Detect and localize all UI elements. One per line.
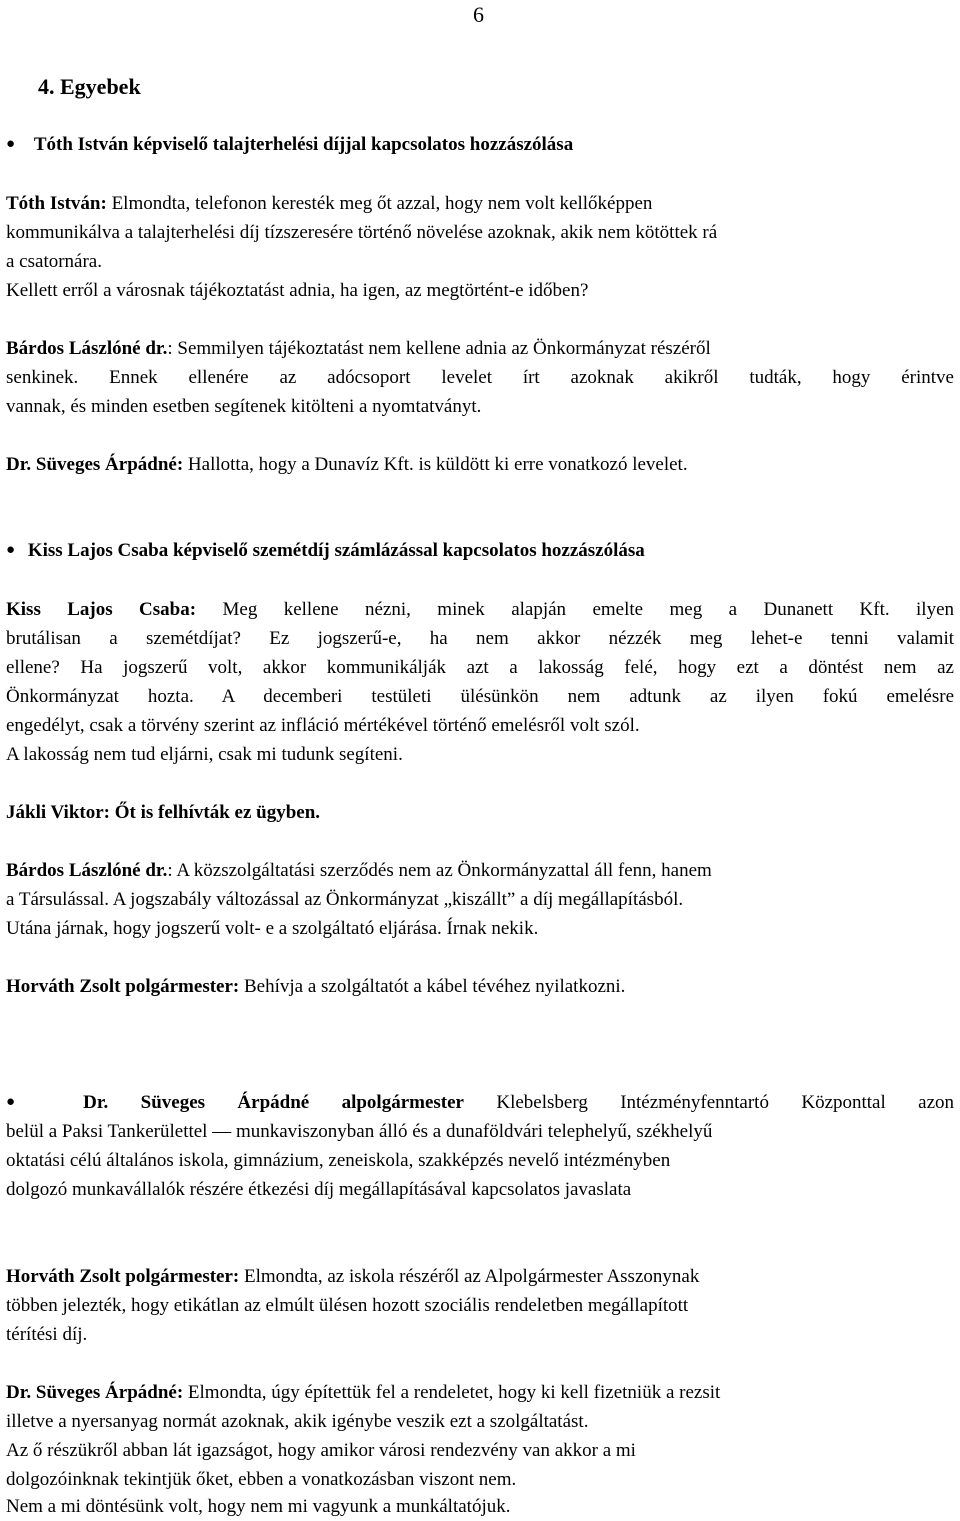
paragraph-line: Utána járnak, hogy jogszerű volt- e a szolgáltató eljárása. Írnak nekik. [6, 918, 539, 939]
paragraph-line [6, 1266, 699, 1288]
bullet-icon: ● [6, 136, 16, 152]
paragraph-line: dolgozóinknak tekintjük őket, ebben a vonatkozásban viszont nem. [6, 1469, 517, 1490]
paragraph-line [6, 599, 954, 621]
speaker-name: Dr. Süveges Árpádné: [6, 454, 184, 475]
paragraph-line [6, 860, 712, 882]
speaker-name: Horváth Zsolt polgármester: [6, 976, 240, 997]
paragraph-line: A lakosság nem tud eljárni, csak mi tudunk segíteni. [6, 744, 403, 765]
speaker-name: Bárdos Lászlóné dr. [6, 860, 168, 881]
topic-heading-2 [6, 540, 645, 563]
paragraph-line: brutálisan a szemétdíjat? Ez jogszerű-e, ha nem akkor nézzék meg lehet-e tenni valamit [6, 628, 954, 649]
paragraph-line: senkinek. Ennek ellenére az adócsoport levelet írt azoknak akikről tudták, hogy érintve [6, 367, 954, 388]
topic-heading-1 [6, 134, 573, 157]
paragraph-line: ellene? Ha jogszerű volt, akkor kommunikálják azt a lakosság felé, hogy ezt a döntést nem az [6, 657, 954, 678]
paragraph-line: dolgozó munkavállalók részére étkezési díj megállapításával kapcsolatos javaslata [6, 1179, 632, 1200]
line-text: : A közszolgáltatási szerződés nem az Önkormányzattal áll fenn, hanem [167, 860, 712, 881]
paragraph-line [6, 976, 625, 998]
paragraph-line: engedélyt, csak a törvény szerint az infláció mértékével történő emelésről volt szól. [6, 715, 640, 736]
page-number: 6 [473, 2, 484, 27]
paragraph-line [6, 454, 688, 476]
line-text: Behívja a szolgáltatót a kábel tévéhez nyilatkozni. [239, 976, 626, 997]
paragraph-line: Kellett erről a városnak tájékoztatást adnia, ha igen, az megtörtént-e időben? [6, 280, 589, 301]
line-text: Elmondta, telefonon keresték meg őt azzal, hogy nem volt kellőképpen [106, 193, 653, 214]
bullet-icon: ● [6, 542, 16, 558]
paragraph-line: térítési díj. [6, 1324, 88, 1345]
paragraph-line: Önkormányzat hozta. A decemberi testületi ülésünkön nem adtunk az ilyen fokú emelésre [6, 686, 954, 707]
speaker-name: Bárdos Lászlóné dr. [6, 338, 168, 359]
topic-lead: Dr. Süveges Árpádné alpolgármester [83, 1092, 464, 1113]
paragraph-line: belül a Paksi Tankerülettel — munkaviszonyban álló és a dunaföldvári telephelyű, székhelyű [6, 1121, 713, 1142]
speaker-name: Dr. Süveges Árpádné: [6, 1382, 184, 1403]
paragraph-line: a Társulással. A jogszabály változással az Önkormányzat „kiszállt” a díj megállapításból. [6, 889, 684, 910]
topic-text: Kiss Lajos Csaba képviselő szemétdíj számlázással kapcsolatos hozzászólása [27, 540, 645, 561]
line-text: Elmondta, az iskola részéről az Alpolgármester Asszonynak [239, 1266, 700, 1287]
paragraph-line: többen jelezték, hogy etikátlan az elmúlt ülésen hozott szociális rendeletben megállapított [6, 1295, 689, 1316]
line-text: : Semmilyen tájékoztatást nem kellene adnia az Önkormányzat részéről [167, 338, 711, 359]
paragraph-line [6, 193, 652, 215]
bullet-icon: ● [6, 1094, 43, 1110]
paragraph-line: a csatornára. [6, 251, 102, 272]
speaker-name: Horváth Zsolt polgármester: [6, 1266, 240, 1287]
section-heading: 4. Egyebek [38, 74, 141, 99]
topic-rest: Klebelsberg Intézményfenntartó Központtal azon [463, 1092, 955, 1113]
paragraph-line [6, 1382, 720, 1404]
paragraph-line: kommunikálva a talajterhelési díj tízszeresére történő növelése azoknak, akik nem kötöttek rá [6, 222, 718, 243]
line-text: Hallotta, hogy a Dunavíz Kft. is küldött ki erre vonatkozó levelet. [183, 454, 688, 475]
line-text: Meg kellene nézni, minek alapján emelte meg a Dunanett Kft. ilyen [196, 599, 955, 620]
paragraph-line [6, 338, 711, 360]
speaker-name: Kiss Lajos Csaba: [6, 599, 197, 620]
paragraph-line: illetve a nyersanyag normát azoknak, akik igénybe veszik ezt a szolgáltatást. [6, 1411, 589, 1432]
paragraph-line: Az ő részükről abban lát igazságot, hogy amikor városi rendezvény van akkor a mi [6, 1440, 636, 1461]
paragraph-line: oktatási célú általános iskola, gimnázium, zeneiskola, szakképzés nevelő intézményben [6, 1150, 671, 1171]
paragraph-line: Nem a mi döntésünk volt, hogy nem mi vagyunk a munkáltatójuk. [6, 1496, 511, 1517]
topic-heading-3 [6, 1092, 954, 1115]
line-text: Elmondta, úgy építettük fel a rendeletet, hogy ki kell fizetniük a rezsit [183, 1382, 721, 1403]
paragraph-line: vannak, és minden esetben segítenek kitölteni a nyomtatványt. [6, 396, 482, 417]
paragraph-line: Jákli Viktor: Őt is felhívták ez ügyben. [6, 802, 321, 823]
topic-text: Tóth István képviselő talajterhelési díjjal kapcsolatos hozzászólása [33, 134, 574, 155]
speaker-name: Tóth István: [6, 193, 107, 214]
